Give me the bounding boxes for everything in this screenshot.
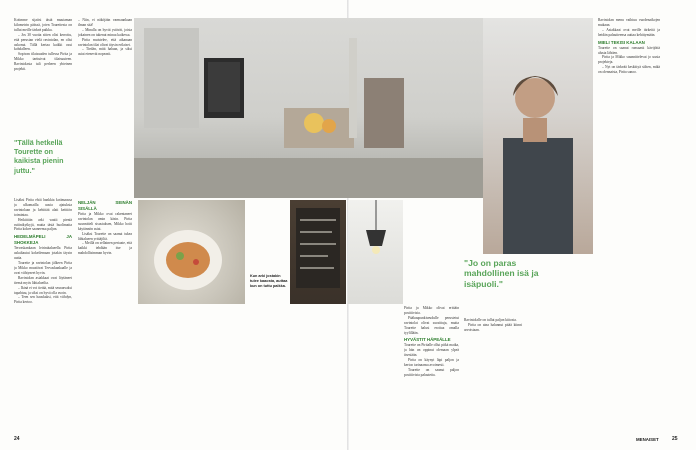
right-col-1 [404, 306, 459, 438]
paragraph: Tourette on saanut paljon positiivista palautetta. [404, 367, 459, 377]
paragraph: Tourette ja ravintolan jälkeen Pirita ja Mikko muuttivat Tervaskankaalle ja ovat viihtyneet hyvin. [14, 261, 72, 275]
paragraph: – Teen sen hauskaksi, että viihdyn, Pirita kertoo. [14, 295, 72, 305]
paragraph: Pääkaupunkiseudulle perustetut ravintolat olivat suosittuja, mutta Tourette halusi erottua omalla tyylillään. [404, 315, 459, 335]
left-col-1-mid [14, 198, 72, 438]
photo-lamp [348, 200, 403, 304]
subheading: MIELI TEKISI KALAAN [598, 39, 645, 45]
page-number-right: 25 [672, 436, 678, 442]
page-number-left: 24 [14, 436, 20, 442]
paragraph: Ravintolan asiakkaat ovat löytäneet tiensä myös lähialueilta. [14, 275, 72, 285]
paragraph: – Ikinä ei voi tietää, mitä seuraavaksi tapahtuu, ja siksi on hyvä olla avoin. [14, 285, 72, 295]
paragraph: Sopivan tilaisuuden tullessa Pirita ja Mikko tarttuivat tilaisuuteen. Ravintolasta tuli perheen yhteinen projekti. [14, 52, 72, 72]
paragraph: Ravintolalle on tullut paljon kiitosta. [464, 318, 517, 322]
paragraph: – Asiakkaat ovat meille tärkeitä ja heidän palautteensa auttaa kehittymään. [598, 27, 660, 37]
photo-portrait [483, 18, 593, 254]
right-col-2 [464, 318, 522, 438]
paragraph: Lisäksi Pirita ehtii hankkia kotimaassa ja ulkomailla uusia ajatuksia ravintolaan ja kehittää alati keittiön toimintaa. [14, 198, 72, 217]
paragraph: Kotimme sijaitsi tästä muutaman kilometrin päässä, joten Tourettesta on tullut meille tärkeä paikka. [14, 18, 72, 32]
paragraph: – Jos 30 vuotta sitten olisi kerrottu, että perustan vielä ravintolan, en olisi uskonut. Tällä kertaa kaikki osui kohdalleen. [14, 32, 72, 52]
photo-food [138, 200, 245, 304]
paragraph: Pirita muistelee, että aikanaan ravintolan tilat olivat täysin erilaiset. [78, 37, 132, 47]
left-col-2-bottom [78, 198, 132, 438]
paragraph: – Nyt on tärkeää keskittyä siihen, mikä on olennaista, Pirita sanoo. [598, 65, 660, 75]
subheading: NELJÄN SEINÄN SISÄLLÄ [78, 200, 132, 211]
pull-quote: "Tällä hetkellä Tourette on kaikista pienin juttu." [14, 138, 64, 175]
photo-kitchen [134, 18, 483, 198]
caption-board: Kun arki jostakin tulee kaaosta, auttaa kun on tuttu paikka. [250, 274, 288, 288]
paragraph: Pirita on aina halunnut pitää kiinni arvoistaan. [464, 322, 522, 332]
paragraph: – Tiedän, mitä haluan, ja siksi asiat etenevät nopeasti. [78, 47, 132, 57]
paragraph: – Meillä on sellainen periaate, että kaikki tehdään itse ja mahdollisimman hyvin. [78, 241, 132, 256]
right-col-3 [598, 18, 660, 438]
paragraph: Lisäksi Tourette on saanut tukea lähialueen yrittäjiltä. [78, 231, 132, 241]
magazine-name: MENAISET [636, 437, 659, 442]
subheading: HEDELMÄPELI JA SHOKKEJA [14, 234, 72, 246]
photo-chalkboard [290, 200, 346, 304]
paragraph: Pirita ja Mikko olivat erittäin positiivisia. [404, 306, 459, 315]
paragraph: – Minulla on hyvät ystävät, joista jokainen on tukenut minua kaikessa. [78, 27, 132, 37]
pull-quote: "Jo on paras mahdollinen isä ja isäpuoli." [464, 258, 539, 289]
paragraph: Hetkittäin arki vaatii pieniä rutiinikytkyjä, mutta tästä huolimatta Pirita kokee saaneensa paljon. [14, 217, 72, 232]
paragraph: Pirita on käynyt läpi paljon ja kertoo tarinaansa avoimesti. [404, 358, 459, 368]
paragraph: – Niin, ei näköjään varmaankaan ilman sitä! [78, 18, 132, 27]
paragraph: Tervaskankaan leirintäalueella Pirita uskaltautui kokeilemaan jotakin täysin uutta. [14, 246, 72, 261]
paragraph: Pirita ja Mikko suunnittelevat jo uusia projekteja. [598, 55, 660, 65]
paragraph: Ravintolan menu vaihtuu vuodenaikojen mukaan. [598, 18, 660, 27]
subheading: HYVÄSTIT HÄPEÄLLE [404, 337, 451, 343]
paragraph: Tourette on Piritalle ollut pitkä matka, ja hän on oppinut olemaan ylpeä itsestään. [404, 343, 459, 358]
paragraph: Tourette on saanut runsaasti kävijöitä alusta lähtien. [598, 45, 660, 55]
paragraph: Pirita ja Mikko ovat rakentaneet ravintolan omin käsin. Pirita suunnitteli sisustuksen, Mikko hoiti käytännön asiat. [78, 212, 132, 231]
